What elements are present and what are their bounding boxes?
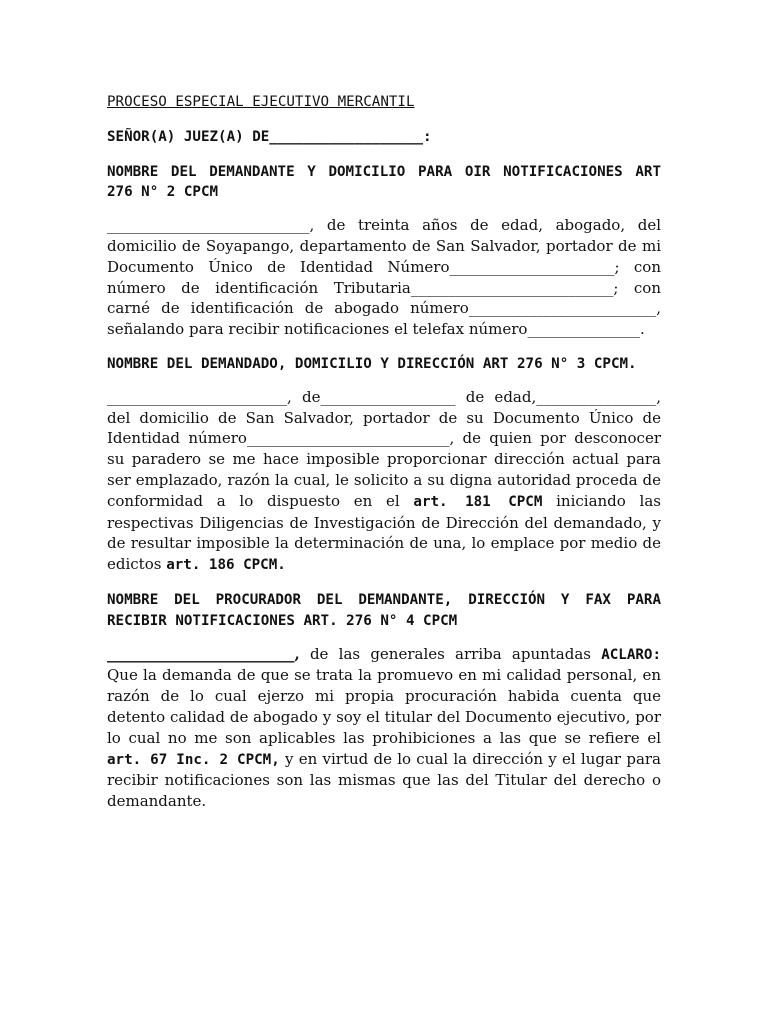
- demandado-text-1: ________________________, de__________________ de edad,________________, del domicilio de San Salvador, portador de su Documento Único de Identidad número___________________________, de quien por desconocer su paradero se me hace imposible proporcionar dirección actual para ser emplazado, razón la cual, le solicito a su digna autoridad proceda de conformidad a lo dispuesto en el: [107, 387, 661, 510]
- procurador-name-blank: _________________________,: [107, 644, 300, 663]
- legal-reference-art-181: art. 181 CPCM: [413, 493, 543, 510]
- judge-address-line: SEÑOR(A) JUEZ(A) DE__________________:: [107, 128, 432, 145]
- document-page: [107, 92, 661, 826]
- section-paragraph-demandado: [107, 387, 661, 576]
- section-paragraph-procurador: [107, 644, 661, 812]
- aclaro-label: ACLARO:: [601, 646, 661, 663]
- procurador-text-3: y en virtud de lo cual la dirección y el lugar para recibir notificaciones son las mismas que las del Titular del derecho o demandante.: [107, 749, 661, 811]
- legal-reference-art-67: art. 67 Inc. 2 CPCM,: [107, 751, 280, 768]
- procurador-text-2: Que la demanda de que se trata la promuevo en mi calidad personal, en razón de lo cual ejerzo mi propia procuración habida cuenta que detento calidad de abogado y soy el titular del Documento ejecutivo, por lo cual no me son aplicables las prohibiciones a las que se refiere el: [107, 666, 661, 747]
- document-title: PROCESO ESPECIAL EJECUTIVO MERCANTIL: [107, 94, 415, 110]
- section-heading-demandante: NOMBRE DEL DEMANDANTE Y DOMICILIO PARA OIR NOTIFICACIONES ART 276 N° 2 CPCM: [107, 163, 661, 201]
- procurador-text-1: de las generales arriba apuntadas: [299, 644, 602, 663]
- legal-reference-art-186: art. 186 CPCM.: [166, 557, 286, 574]
- section-heading-procurador: NOMBRE DEL PROCURADOR DEL DEMANDANTE, DIRECCIÓN Y FAX PARA RECIBIR NOTIFICACIONES ART. 276 N° 4 CPCM: [107, 591, 661, 629]
- section-paragraph-demandante: ___________________________, de treinta años de edad, abogado, del domicilio de Soyapango, departamento de San Salvador, portador de mi Documento Único de Identidad Número______________________; con número de identificación Tributaria___________________________; con carné de identificación de abogado número_________________________, señalando para recibir notificaciones el telefax número_______________.: [107, 216, 661, 339]
- demandado-text-2: iniciando las respectivas Diligencias de Investigación de Dirección del demandado, y de resultar imposible la determinación de una, lo emplace por medio de edictos: [107, 491, 661, 574]
- section-heading-demandado: NOMBRE DEL DEMANDADO, DOMICILIO Y DIRECCIÓN ART 276 N° 3 CPCM.: [107, 355, 637, 372]
